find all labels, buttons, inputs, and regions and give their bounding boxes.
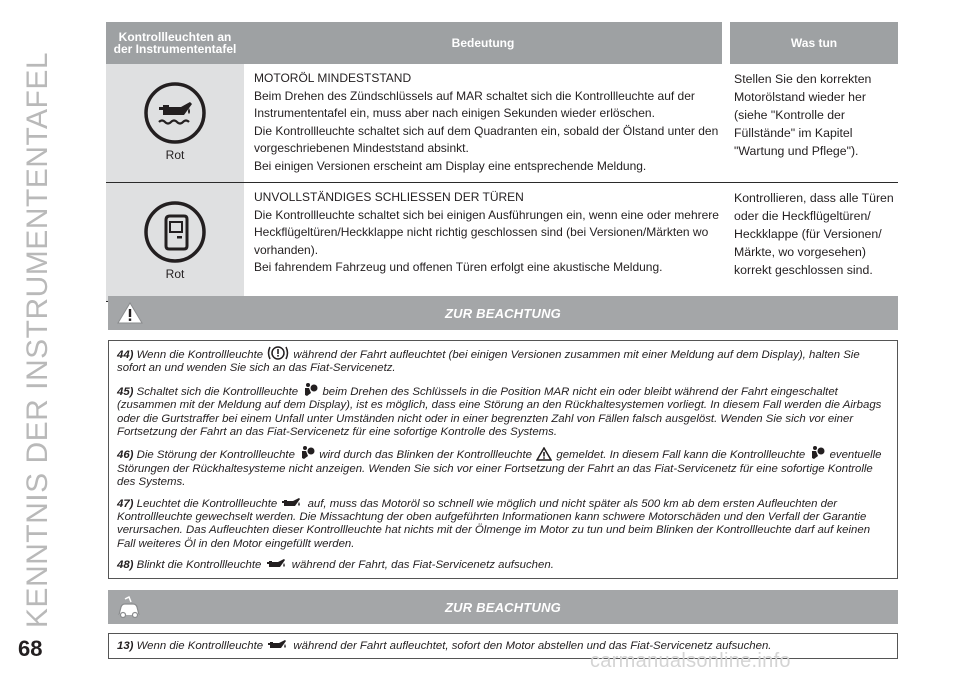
car-note-icon: [116, 595, 142, 619]
note-header-bar: [108, 296, 898, 330]
note-title: ZUR BEACHTUNG: [445, 599, 561, 615]
warning-exclamation-icon: [267, 345, 289, 361]
note-item: 46) Die Störung der Kontrollleuchte wird durch das Blinken der Kontrollleuchte gemeldet. In diesem Fall kann die Kontrollleuchte eventuelle Störungen der Rückhaltesysteme nicht anzeigen. Wenden Sie sich vor einer Fortsetzung der Fahrt an das Fiat-Servicenetz für eine sofortige Kontrolle des Systems.: [117, 445, 889, 489]
note-header-bar: [108, 590, 898, 624]
oil-can-icon: [281, 496, 303, 510]
open-door-icon: [143, 200, 207, 264]
table-row: [106, 183, 898, 302]
meaning-cell: [244, 183, 726, 302]
table-header-row: [106, 22, 898, 64]
watermark: carmanualsonline.info: [590, 650, 791, 672]
chapter-title-text: KENNTNIS DER INSTRUMENTENTAFEL: [21, 51, 54, 629]
note-item: 45) Schaltet sich die Kontrollleuchte beim Drehen des Schlüssels in die Position MAR nicht ein oder bleibt während der Fahrt eingeschaltet (zusammen mit der Meldung auf dem Display), ist es möglich, dass eine Störung an den Rückhaltesystemen vorliegt. In diesem Fall werden die Airbags oder die Gurtstraffer bei einem Unfall unter Umständen nicht oder in einer begrenzten Zahl von Fällen falsch ausgelöst. Wenden Sie sich vor einer Fortsetzung der Fahrt an das Fiat-Servicenetz für eine sofortige Kontrolle des Systems.: [117, 382, 889, 440]
warning-triangle-icon: [536, 447, 552, 461]
row-title: MOTORÖL MINDESTSTAND: [254, 71, 412, 85]
note-item: 13) Wenn die Kontrollleuchte während der Fahrt aufleuchtet, sofort den Motor abstellen und das Fiat-Servicenetz aufsuchen.: [117, 640, 772, 652]
oil-can-icon: [143, 81, 207, 145]
row-line: Bei fahrendem Fahrzeug und offenen Türen erfolgt eine akustische Meldung.: [254, 260, 663, 275]
oil-can-icon: [266, 557, 288, 571]
warning-triangle-icon: [116, 301, 144, 325]
header-meaning: Bedeutung: [244, 22, 726, 64]
icon-color-label: Rot: [165, 267, 185, 282]
row-title: UNVOLLSTÄNDIGES SCHLIESSEN DER TÜREN: [254, 190, 524, 204]
row-line: Beim Drehen des Zündschlüssels auf MAR schaltet sich die Kontrollleuchte auf der Instrumententafel ein, muss aber nach einigen Sekunden wieder erlöschen.: [254, 88, 695, 121]
warning-lights-table: [106, 22, 898, 302]
icon-cell: [106, 183, 244, 302]
header-what-to-do: Was tun: [726, 22, 898, 64]
airbag-icon: [809, 445, 825, 461]
icon-color-label: Rot: [165, 148, 185, 163]
row-line: Bei einigen Versionen erscheint am Display eine entsprechende Meldung.: [254, 158, 647, 173]
airbag-icon: [299, 445, 315, 461]
icon-cell: [106, 64, 244, 183]
note-title: ZUR BEACHTUNG: [445, 305, 561, 321]
sidebar-chapter-title: [8, 40, 68, 640]
note-item: 48) Blinkt die Kontrollleuchte während der Fahrt, das Fiat-Servicenetz aufsuchen.: [117, 559, 554, 572]
meaning-cell: [244, 64, 726, 183]
page-number: 68: [18, 636, 43, 661]
note-box: [108, 340, 898, 579]
note-item: 44) Wenn die Kontrollleuchte während der Fahrt aufleuchtet (bei einigen Versionen zusammen mit einer Meldung auf dem Display), halten Sie sofort an und wenden Sie sich an das Fiat-Servicenetz.: [117, 345, 889, 376]
action-cell: Kontrollieren, dass alle Türen oder die Heckflügeltüren/ Heckklappe (für Versionen/ Märkte, wo vorgesehen) korrekt geschlossen sind.: [726, 183, 898, 302]
airbag-icon: [302, 382, 318, 398]
row-line: Die Kontrollleuchte schaltet sich bei einigen Ausführungen ein, wenn eine oder mehrere Heckflügeltüren/Heckklappe nicht richtig geschlossen sind (bei Versionen/Märkten wo vorhanden).: [254, 207, 719, 257]
note-item: 47) Leuchtet die Kontrollleuchte auf, muss das Motoröl so schnell wie möglich und nicht später als 500 km ab dem ersten Aufleuchten der Kontrollleuchte gewechselt werden. Die Missachtung der oben aufgeführten Informationen kann schwere Motorschäden und den Verfall der Garantie verursachen. Das Aufleuchten dieser Kontrollleuchte hat nichts mit der Ölmenge im Motor zu tun und beim Blinken der Kontrollleuchte darf auf keinen Fall weiteres Öl in den Motor eingefüllt werden.: [117, 497, 871, 550]
header-warning-lights: Kontrollleuchten an der Instrumententafel: [106, 22, 244, 64]
action-cell: Stellen Sie den korrekten Motorölstand wieder her (siehe "Kontrolle der Füllstände" im Kapitel "Wartung und Pflege").: [726, 64, 898, 183]
table-row: [106, 64, 898, 183]
row-line: Die Kontrollleuchte schaltet sich auf dem Quadranten ein, sobald der Ölstand unter den vorgeschriebenen Mindeststand absinkt.: [254, 123, 719, 156]
oil-can-icon: [267, 638, 289, 652]
